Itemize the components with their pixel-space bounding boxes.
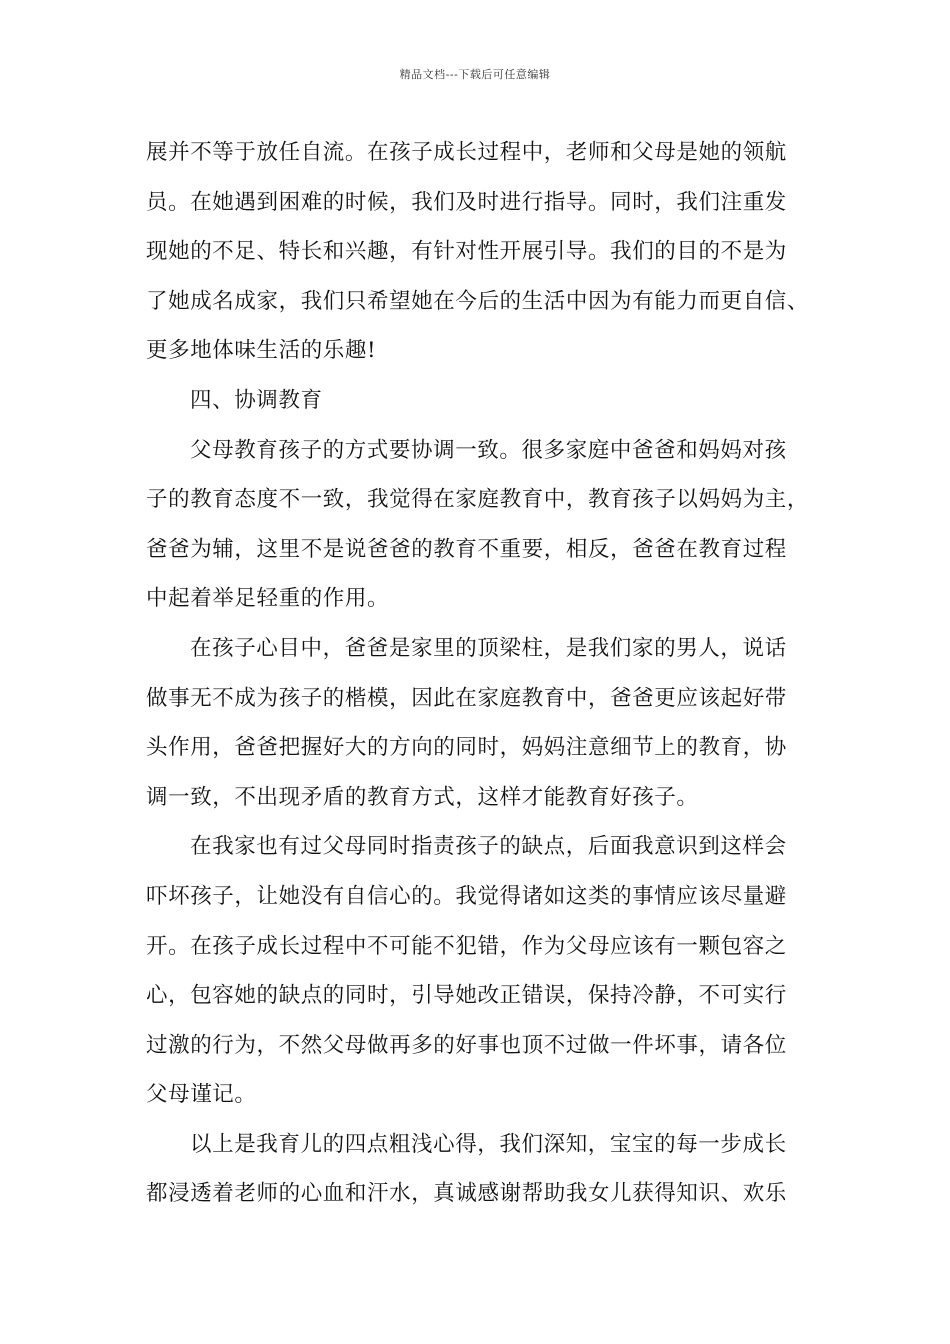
text-line: 展并不等于放任自流。在孩子成长过程中，老师和父母是她的领航 <box>146 140 787 165</box>
section-heading: 四、协调教育 <box>190 387 323 413</box>
text-line: 爸爸为辅，这里不是说爸爸的教育不重要，相反，爸爸在教育过程 <box>146 536 787 562</box>
text-line: 父母谨记。 <box>146 1082 257 1108</box>
text-line: 现她的不足、特长和兴趣，有针对性开展引导。我们的目的不是为 <box>146 239 787 265</box>
text-line: 中起着举足轻重的作用。 <box>146 586 390 612</box>
text-line: 做事无不成为孩子的楷模，因此在家庭教育中，爸爸更应该起好带 <box>146 685 787 711</box>
page-header: 精品文档---下载后可任意编辑 <box>399 68 551 81</box>
text-line: 开。在孩子成长过程中不可能不犯错，作为父母应该有一颗包容之 <box>146 933 787 959</box>
text-line: 调一致，不出现矛盾的教育方式，这样才能教育好孩子。 <box>146 784 699 810</box>
text-line: 更多地体味生活的乐趣! <box>146 338 377 364</box>
text-line: 子的教育态度不一致，我觉得在家庭教育中，教育孩子以妈妈为主， <box>146 487 810 513</box>
text-line: 父母教育孩子的方式要协调一致。很多家庭中爸爸和妈妈对孩 <box>190 437 787 463</box>
text-line: 过激的行为，不然父母做再多的好事也顶不过做一件坏事，请各位 <box>146 1032 787 1058</box>
text-line: 头作用，爸爸把握好大的方向的同时，妈妈注意细节上的教育，协 <box>146 735 787 761</box>
document-body <box>146 128 826 1219</box>
text-line: 在孩子心目中，爸爸是家里的顶梁柱，是我们家的男人，说话 <box>190 635 787 661</box>
text-line: 员。在她遇到困难的时候，我们及时进行指导。同时，我们注重发 <box>146 189 787 215</box>
text-line: 以上是我育儿的四点粗浅心得，我们深知，宝宝的每一步成长 <box>190 1131 787 1157</box>
text-line: 了她成名成家，我们只希望她在今后的生活中因为有能力而更自信、 <box>146 288 810 314</box>
text-line: 在我家也有过父母同时指责孩子的缺点，后面我意识到这样会 <box>190 834 787 860</box>
text-line: 都浸透着老师的心血和汗水，真诚感谢帮助我女儿获得知识、欢乐 <box>146 1181 787 1207</box>
text-line: 心，包容她的缺点的同时，引导她改正错误，保持冷静，不可实行 <box>146 983 787 1009</box>
text-line: 吓坏孩子，让她没有自信心的。我觉得诸如这类的事情应该尽量避 <box>146 883 787 909</box>
